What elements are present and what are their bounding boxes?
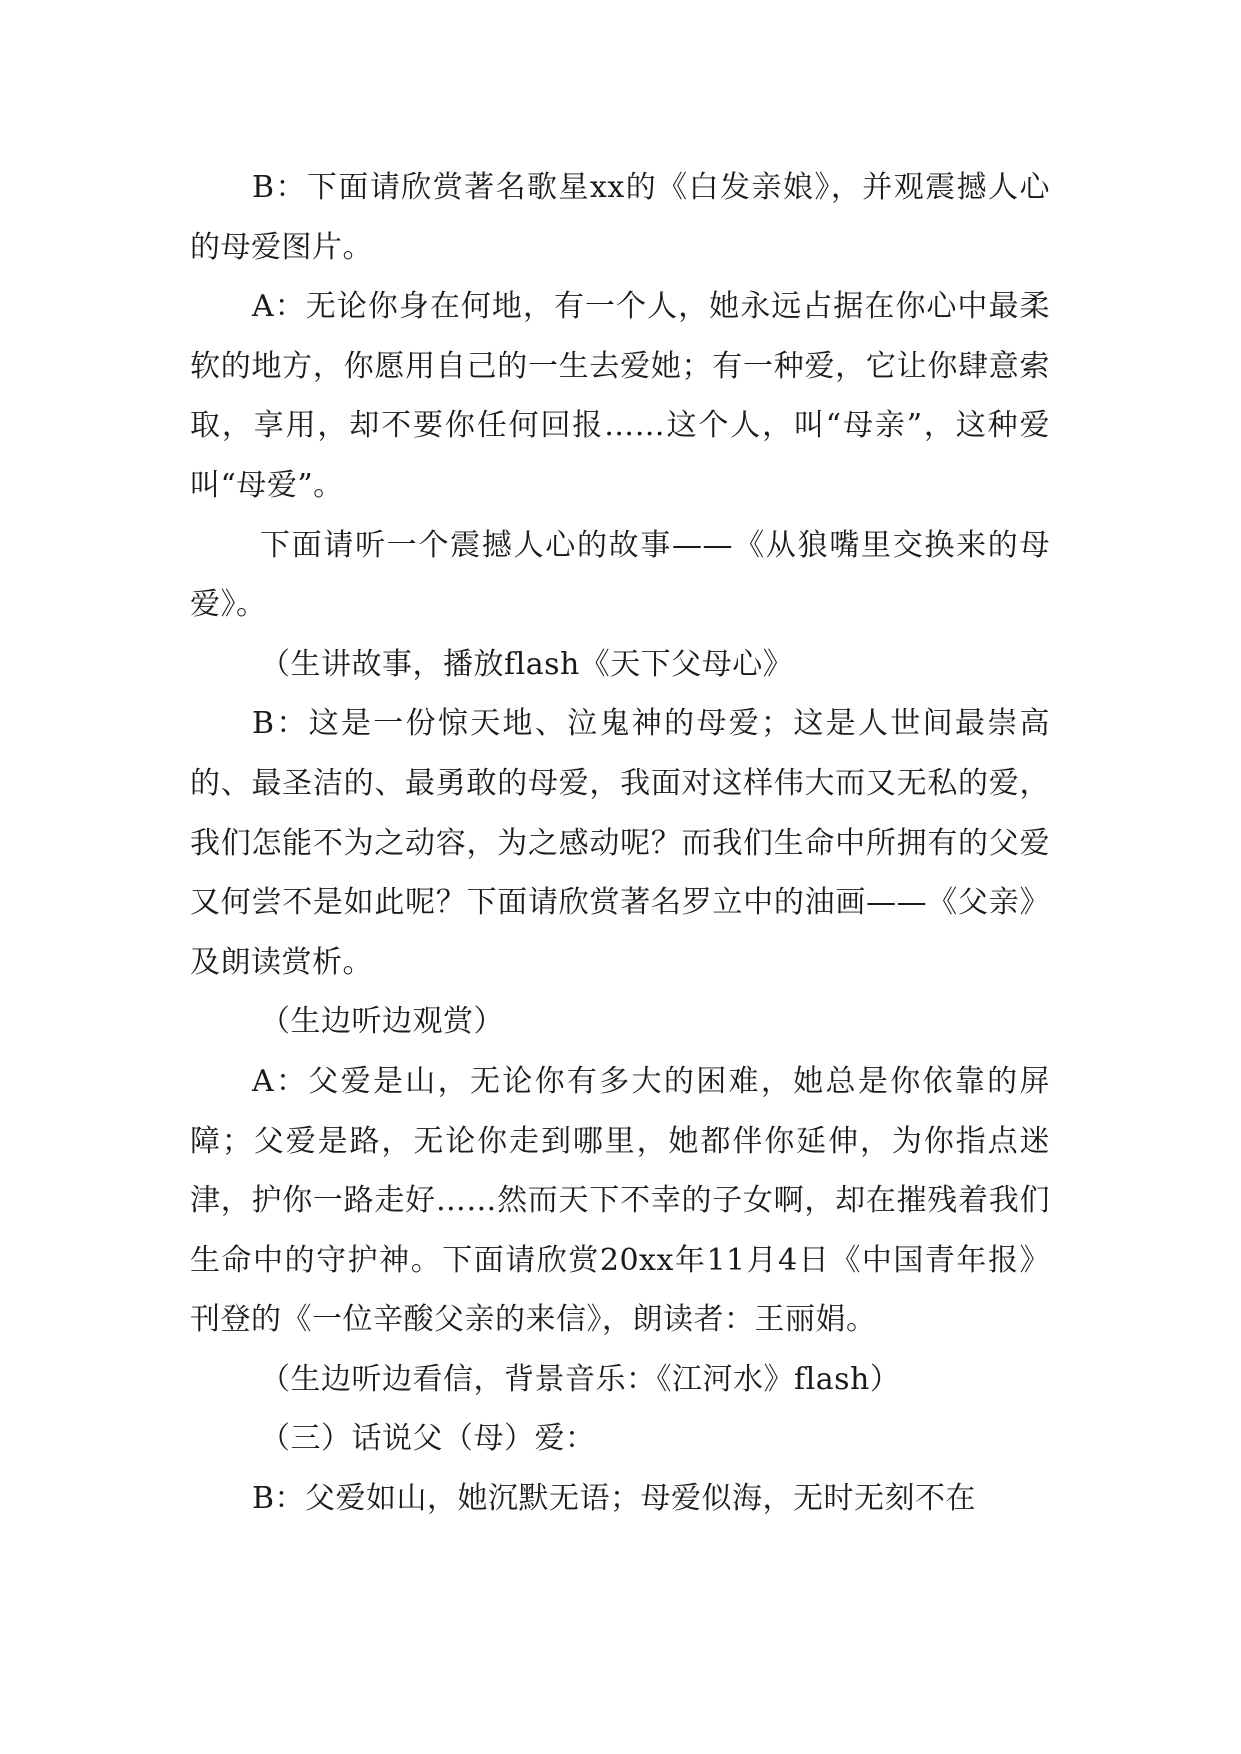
section-heading-three: （三）话说父（母）爱： [260, 1421, 596, 1457]
paragraph-story-intro: 下面请听一个震撼人心的故事——《从狼嘴里交换来的母爱》。 [190, 527, 1050, 623]
paragraph-painting-intro: B：这是一份惊天地、泣鬼神的母爱；这是人世间最崇高的、最圣洁的、最勇敢的母爱，我面对这样伟大而又无私的爱，我们怎能不为之动容，为之感动呢？而我们生命中所拥有的父爱又何尝不是如此呢？下面请欣赏著名罗立中的油画——《父亲》及朗读赏析。 [190, 706, 1050, 980]
paragraph-stage-note-viewing: （生边听边观赏） [260, 1004, 504, 1040]
paragraph-stage-note-story: （生讲故事，播放flash《天下父母心》 [260, 646, 794, 682]
paragraph-father-love: A：父爱是山，无论你有多大的困难，她总是你依靠的屏障；父爱是路，无论你走到哪里，她都伴你延伸，为你指点迷津，护你一路走好……然而天下不幸的子女啊，却在摧残着我们生命中的守护神。下面请欣赏20xx年11月4日《中国青年报》刊登的《一位辛酸父亲的来信》，朗读者：王丽娟。 [190, 1063, 1050, 1338]
paragraph-father-mother-love: B：父爱如山，她沉默无语；母爱似海，无时无刻不在 [252, 1481, 977, 1517]
paragraph-stage-note-letter: （生边听边看信，背景音乐：《江河水》flash） [260, 1361, 901, 1397]
document-body [190, 158, 1050, 1529]
paragraph-song-intro: B：下面请欣赏著名歌星xx的《白发亲娘》，并观震撼人心的母爱图片。 [190, 170, 1050, 265]
paragraph-mother-love: A：无论你身在何地，有一个人，她永远占据在你心中最柔软的地方，你愿用自己的一生去爱她；有一种爱，它让你肆意索取，享用，却不要你任何回报……这个人，叫“母亲”，这种爱叫“母爱”。 [190, 289, 1050, 503]
